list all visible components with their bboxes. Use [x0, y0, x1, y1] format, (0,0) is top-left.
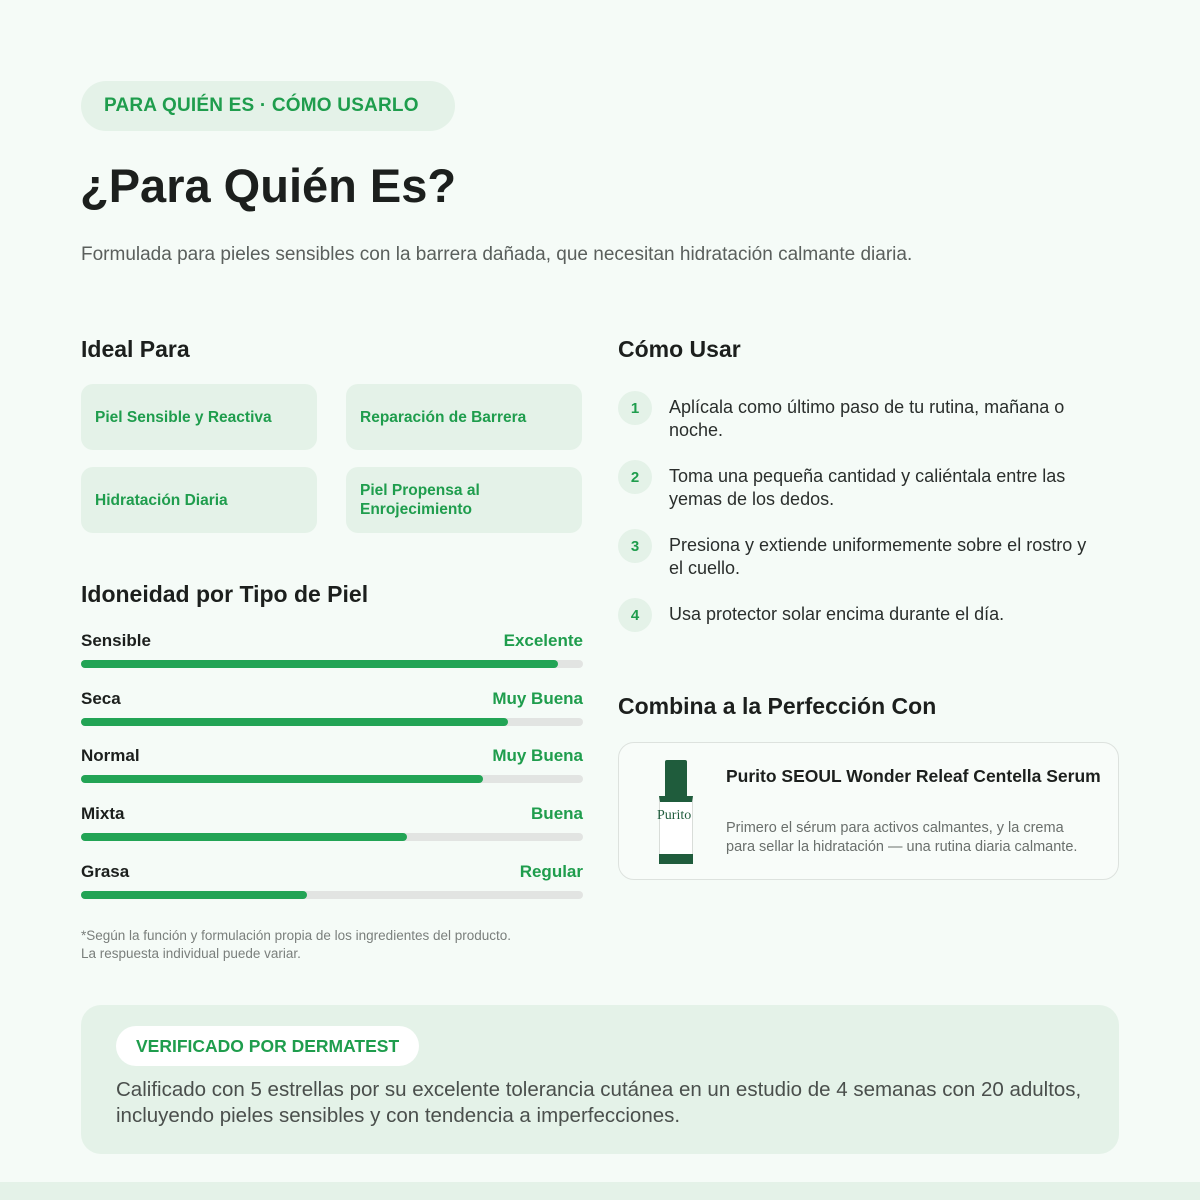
paired-product-name: Purito SEOUL Wonder Releaf Centella Serum	[726, 766, 1101, 786]
step-number-badge: 2	[618, 460, 652, 494]
serum-bottle-image	[659, 760, 693, 864]
pairs-with-heading: Combina a la Perfección Con	[618, 693, 937, 719]
step-text: Presiona y extiende uniformemente sobre el rostro y el cuello.	[669, 535, 1087, 578]
paired-product-description: Primero el sérum para activos calmantes, y la crema para sellar la hidratación — una rutina diaria calmante.	[726, 820, 1078, 855]
page-title: ¿Para Quién Es?	[80, 159, 457, 212]
ideal-for-chip	[346, 467, 582, 533]
paired-product-card[interactable]	[618, 742, 1119, 880]
suitability-bar-track	[81, 891, 583, 899]
intro-text: Formulada para pieles sensibles con la barrera dañada, que necesitan hidratación calmante diaria.	[81, 244, 913, 265]
ideal-for-heading: Ideal Para	[81, 336, 190, 362]
suitability-row-normal	[81, 746, 583, 786]
ideal-for-chip-label: Reparación de Barrera	[360, 408, 527, 426]
suitability-bar-track	[81, 718, 583, 726]
skin-rating-label: Excelente	[503, 631, 583, 650]
step-text: Toma una pequeña cantidad y caliéntala entre las yemas de los dedos.	[669, 466, 1066, 509]
ideal-for-chip-label: Piel Sensible y Reactiva	[95, 408, 272, 426]
skin-rating-label: Regular	[519, 862, 583, 881]
suitability-footnote	[81, 927, 511, 963]
skin-rating-label: Buena	[531, 804, 583, 823]
suitability-heading: Idoneidad por Tipo de Piel	[81, 581, 369, 607]
ideal-for-chip-label: Hidratación Diaria	[95, 491, 228, 509]
skin-type-label: Seca	[81, 689, 121, 708]
step-text: Aplícala como último paso de tu rutina, mañana o noche.	[669, 397, 1065, 440]
suitability-bar-fill	[81, 833, 407, 841]
step-number-badge: 1	[618, 391, 652, 425]
ideal-for-chip-label: Piel Propensa al Enrojecimiento	[360, 482, 480, 518]
suitability-row-mixta	[81, 804, 583, 844]
step-number-badge: 3	[618, 529, 652, 563]
step-number-badge: 4	[618, 598, 652, 632]
bottle-brand-text: Purito	[657, 808, 692, 823]
suitability-row-seca	[81, 689, 583, 729]
ideal-for-chip	[81, 467, 317, 533]
skin-type-label: Normal	[81, 746, 140, 765]
skin-type-label: Mixta	[81, 804, 125, 823]
ideal-for-chip	[81, 384, 317, 450]
suitability-row-grasa	[81, 862, 583, 902]
dermatest-verified-panel	[81, 1005, 1119, 1154]
suitability-bar-fill	[81, 718, 508, 726]
verified-text: Calificado con 5 estrellas por su excelente tolerancia cutánea en un estudio de 4 semanas con 20 adultos, incluyendo pieles sensibles y con tendencia a imperfecciones.	[116, 1078, 1082, 1127]
footnote-line: La respuesta individual puede variar.	[81, 946, 301, 961]
ideal-for-chip	[346, 384, 582, 450]
skin-rating-label: Muy Buena	[492, 746, 583, 765]
bottom-divider-strip	[0, 1182, 1200, 1200]
suitability-bar-track	[81, 775, 583, 783]
suitability-row-sensible	[81, 631, 583, 671]
verified-badge: VERIFICADO POR DERMATEST	[116, 1026, 419, 1066]
skin-rating-label: Muy Buena	[492, 689, 583, 708]
how-to-use-heading: Cómo Usar	[618, 336, 741, 362]
step-text: Usa protector solar encima durante el día.	[669, 604, 1005, 624]
skin-type-label: Grasa	[81, 862, 130, 881]
suitability-bar-fill	[81, 775, 483, 783]
skin-type-label: Sensible	[81, 631, 151, 650]
suitability-bar-track	[81, 660, 583, 668]
section-eyebrow-badge: PARA QUIÉN ES · CÓMO USARLO	[81, 81, 455, 131]
suitability-bar-track	[81, 833, 583, 841]
footnote-line: *Según la función y formulación propia de los ingredientes del producto.	[81, 928, 512, 943]
suitability-bar-fill	[81, 891, 307, 899]
suitability-bar-fill	[81, 660, 558, 668]
